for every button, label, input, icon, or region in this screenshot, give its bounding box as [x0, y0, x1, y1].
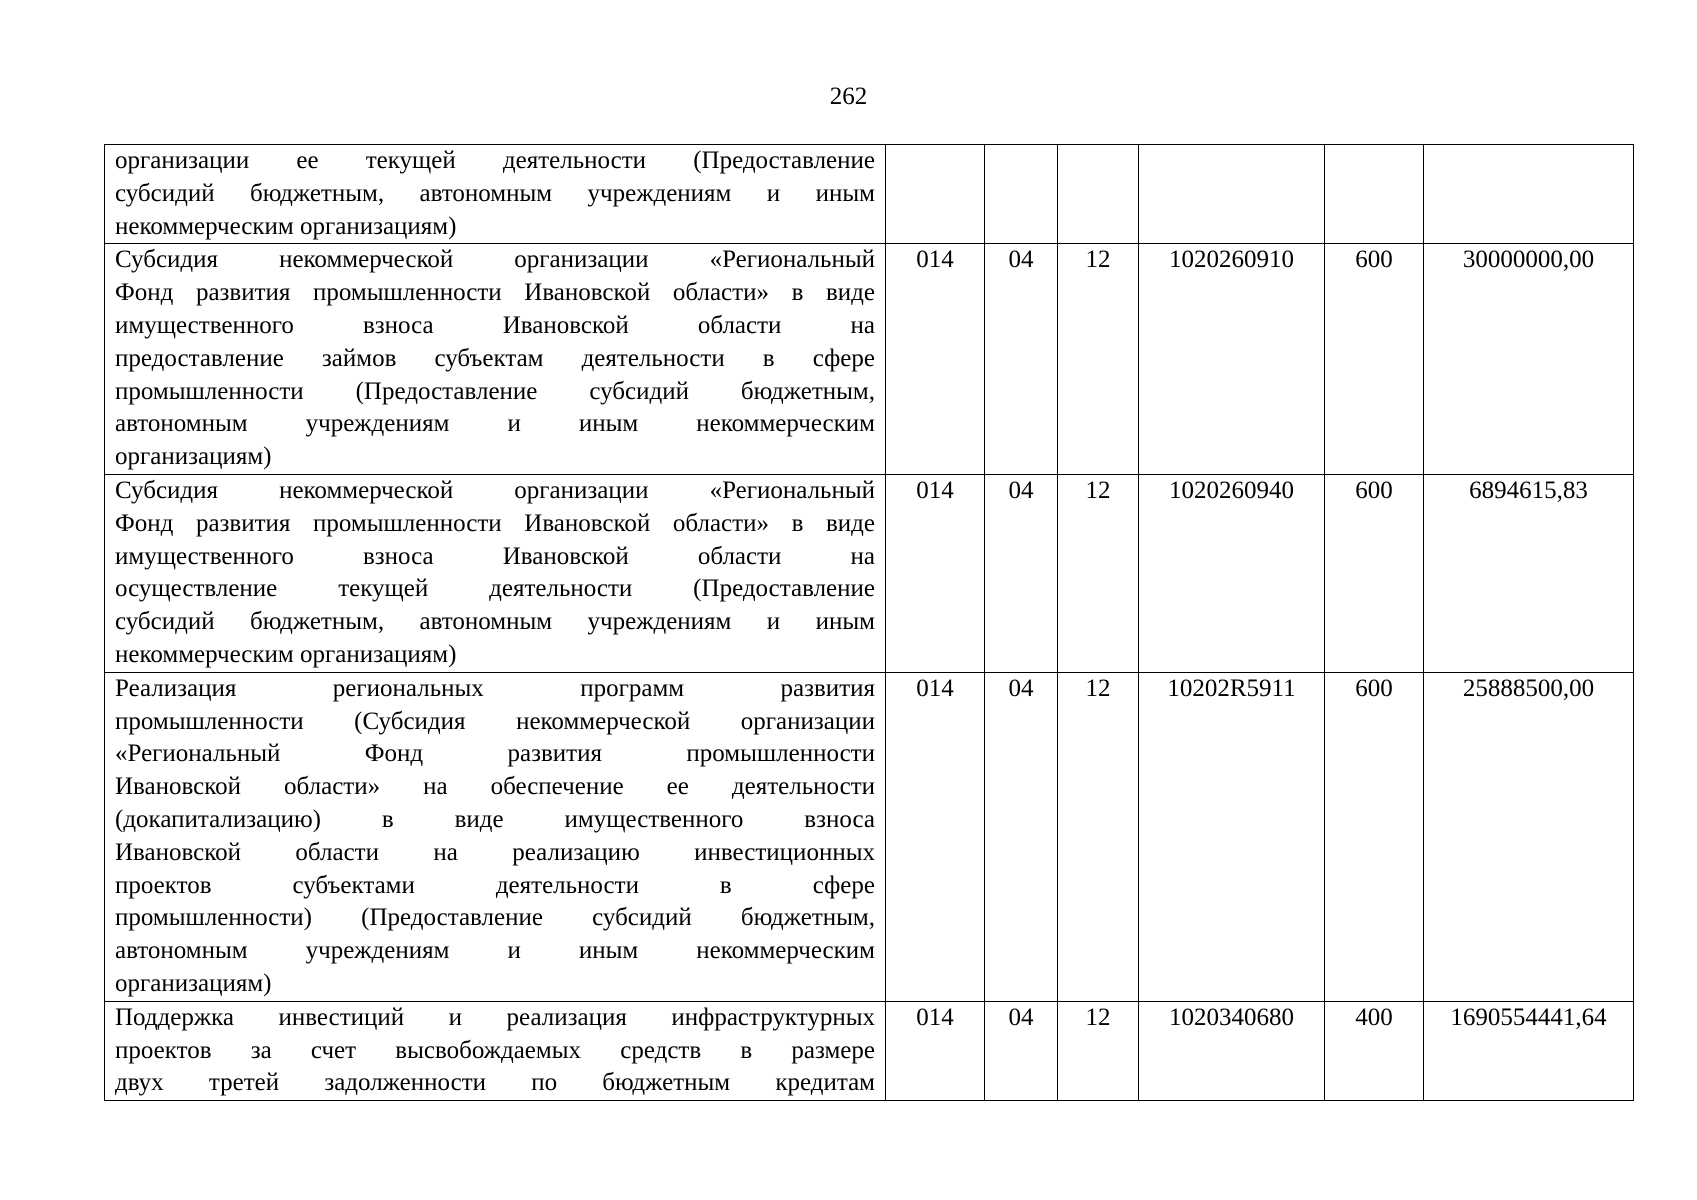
description-line: Поддержка инвестиций и реализация инфраструктурных — [115, 1003, 875, 1031]
amount-cell: 6894615,83 — [1424, 474, 1634, 672]
description-line: Ивановской области на реализацию инвестиционных — [115, 838, 875, 866]
target-article-cell: 10202R5911 — [1139, 672, 1325, 1001]
table-body — [105, 145, 1634, 1101]
description-cell — [105, 1001, 886, 1100]
description-line: организациям) — [115, 969, 272, 997]
ministry-code-cell — [886, 145, 985, 244]
description-line: осуществление текущей деятельности (Предоставление — [115, 575, 875, 603]
target-article-cell — [1139, 145, 1325, 244]
description-line: промышленности (Субсидия некоммерческой организации — [115, 707, 875, 735]
subsection-code-cell — [1058, 145, 1139, 244]
description-line: субсидий бюджетным, автономным учреждениям и иным — [115, 179, 875, 207]
target-article-cell: 1020340680 — [1139, 1001, 1325, 1100]
subsection-code-cell: 12 — [1058, 474, 1139, 672]
description-line: промышленности) (Предоставление субсидий бюджетным, — [115, 904, 875, 932]
description-line: проектов за счет высвобождаемых средств в размере — [115, 1036, 875, 1064]
description-cell — [105, 244, 886, 475]
description-line: автономным учреждениям и иным некоммерческим — [115, 937, 875, 965]
budget-table — [104, 144, 1634, 1101]
description-line: Фонд развития промышленности Ивановской области» в виде — [115, 279, 875, 307]
description-line: (докапитализацию) в виде имущественного взноса — [115, 805, 875, 833]
section-code-cell: 04 — [985, 474, 1058, 672]
ministry-code-cell: 014 — [886, 244, 985, 475]
description-line: имущественного взноса Ивановской области на — [115, 311, 875, 339]
target-article-cell: 1020260940 — [1139, 474, 1325, 672]
page-number: 262 — [829, 83, 868, 110]
amount-cell: 25888500,00 — [1424, 672, 1634, 1001]
ministry-code-cell: 014 — [886, 1001, 985, 1100]
description-line: автономным учреждениям и иным некоммерческим — [115, 410, 875, 438]
description-line: Субсидия некоммерческой организации «Региональный — [115, 246, 875, 274]
table-row — [105, 244, 1634, 475]
amount-cell — [1424, 145, 1634, 244]
description-line: Фонд развития промышленности Ивановской области» в виде — [115, 509, 875, 537]
subsection-code-cell: 12 — [1058, 244, 1139, 475]
description-cell — [105, 145, 886, 244]
ministry-code-cell: 014 — [886, 474, 985, 672]
section-code-cell — [985, 145, 1058, 244]
expense-type-cell: 600 — [1325, 244, 1424, 475]
table-row — [105, 1001, 1634, 1100]
description-line: Ивановской области» на обеспечение ее деятельности — [115, 773, 875, 801]
expense-type-cell — [1325, 145, 1424, 244]
table-row — [105, 672, 1634, 1001]
subsection-code-cell: 12 — [1058, 1001, 1139, 1100]
description-cell — [105, 672, 886, 1001]
ministry-code-cell: 014 — [886, 672, 985, 1001]
description-line: субсидий бюджетным, автономным учреждениям и иным — [115, 608, 875, 636]
description-line: промышленности (Предоставление субсидий бюджетным, — [115, 377, 875, 405]
table-row — [105, 474, 1634, 672]
subsection-code-cell: 12 — [1058, 672, 1139, 1001]
amount-cell: 30000000,00 — [1424, 244, 1634, 475]
description-line: «Региональный Фонд развития промышленности — [115, 740, 875, 768]
amount-cell: 1690554441,64 — [1424, 1001, 1634, 1100]
description-line: двух третей задолженности по бюджетным кредитам — [115, 1069, 875, 1097]
description-line: некоммерческим организациям) — [115, 212, 457, 240]
description-line: имущественного взноса Ивановской области на — [115, 542, 875, 570]
description-line: предоставление займов субъектам деятельности в сфере — [115, 344, 875, 372]
description-cell — [105, 474, 886, 672]
expense-type-cell: 400 — [1325, 1001, 1424, 1100]
table-row — [105, 145, 1634, 244]
expense-type-cell: 600 — [1325, 672, 1424, 1001]
description-line: организации ее текущей деятельности (Предоставление — [115, 147, 875, 174]
section-code-cell: 04 — [985, 672, 1058, 1001]
description-line: проектов субъектами деятельности в сфере — [115, 871, 875, 899]
expense-type-cell: 600 — [1325, 474, 1424, 672]
description-line: организациям) — [115, 443, 272, 471]
description-line: Реализация региональных программ развития — [115, 674, 875, 702]
target-article-cell: 1020260910 — [1139, 244, 1325, 475]
description-line: Субсидия некоммерческой организации «Региональный — [115, 476, 875, 504]
section-code-cell: 04 — [985, 244, 1058, 475]
description-line: некоммерческим организациям) — [115, 640, 457, 668]
section-code-cell: 04 — [985, 1001, 1058, 1100]
